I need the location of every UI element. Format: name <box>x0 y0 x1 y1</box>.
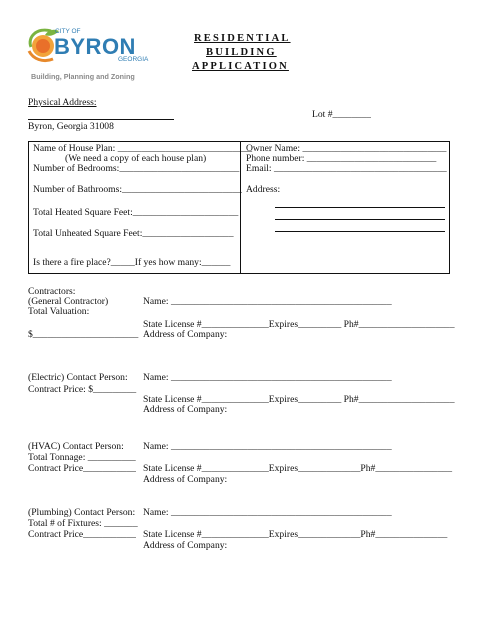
city-logo <box>25 25 160 85</box>
owner-address-line-1[interactable] <box>275 207 445 208</box>
city-state-zip: Byron, Georgia 31008 <box>28 121 114 132</box>
hvac-license-field[interactable]: State License #______________Expires_____________Ph#________________ <box>143 463 453 474</box>
email-field[interactable]: Email: ____________________________________ <box>246 163 447 174</box>
bathrooms-field[interactable]: Number of Bathrooms:_________________________ <box>33 184 242 195</box>
logo-byron: BYRON <box>54 34 136 59</box>
logo-georgia: GEORGIA <box>118 56 149 63</box>
hvac-contract-price-field[interactable]: Contract Price___________ <box>28 463 136 474</box>
electric-company-address: Address of Company: <box>143 404 228 415</box>
electric-contract-price-field[interactable]: Contract Price: $_________ <box>28 384 137 395</box>
title-line-1: RESIDENTIAL <box>194 33 291 44</box>
box-divider <box>240 141 241 274</box>
electric-contact-label: (Electric) Contact Person: <box>28 372 128 383</box>
plumbing-contact-label: (Plumbing) Contact Person: <box>28 507 136 518</box>
physical-address-label: Physical Address: <box>28 97 97 108</box>
logo-tagline: Building, Planning and Zoning <box>31 72 135 81</box>
title-line-3: APPLICATION <box>192 61 289 72</box>
electric-name-field[interactable]: Name: ______________________________________________ <box>143 372 392 383</box>
phone-field[interactable]: Phone number: ___________________________ <box>246 153 437 164</box>
owner-address-line-3[interactable] <box>275 231 445 232</box>
owner-address-label: Address: <box>246 184 281 195</box>
general-contractor-label: (General Contractor) <box>28 296 109 307</box>
fireplace-field[interactable]: Is there a fire place?_____If yes how many:______ <box>33 257 231 268</box>
title-line-2: BUILDING <box>206 47 277 58</box>
logo-city-of: CITY OF <box>55 28 81 35</box>
lot-field[interactable]: Lot #________ <box>312 109 371 120</box>
hvac-name-field[interactable]: Name: ______________________________________________ <box>143 441 392 452</box>
hvac-contact-label: (HVAC) Contact Person: <box>28 441 124 452</box>
hvac-tonnage-field[interactable]: Total Tonnage: __________ <box>28 452 136 463</box>
plumbing-company-address: Address of Company: <box>143 540 228 551</box>
owner-name-field[interactable]: Owner Name: ______________________________ <box>246 143 447 154</box>
address-line[interactable] <box>28 119 174 120</box>
unheated-sqft-field[interactable]: Total Unheated Square Feet:___________________ <box>33 228 234 239</box>
owner-address-line-2[interactable] <box>275 219 445 220</box>
electric-license-field[interactable]: State License #______________Expires_________ Ph#____________________ <box>143 394 455 405</box>
plumbing-license-field[interactable]: State License #______________Expires_____________Ph#_______________ <box>143 529 448 540</box>
general-company-address: Address of Company: <box>143 329 228 340</box>
valuation-amount-field[interactable]: $______________________ <box>28 329 139 340</box>
general-name-field[interactable]: Name: ______________________________________________ <box>143 296 392 307</box>
plumbing-name-field[interactable]: Name: ______________________________________________ <box>143 507 392 518</box>
house-plan-field[interactable]: Name of House Plan: ____________________________ <box>33 143 253 154</box>
contractors-heading: Contractors: <box>28 286 76 297</box>
plumbing-contract-price-field[interactable]: Contract Price___________ <box>28 529 136 540</box>
general-license-field[interactable]: State License #______________Expires_________ Ph#____________________ <box>143 319 455 330</box>
house-plan-copy-note: (We need a copy of each house plan) <box>65 153 207 164</box>
plumbing-fixtures-field[interactable]: Total # of Fixtures: _______ <box>28 518 138 529</box>
heated-sqft-field[interactable]: Total Heated Square Feet:______________________ <box>33 207 239 218</box>
hvac-company-address: Address of Company: <box>143 474 228 485</box>
bedrooms-field[interactable]: Number of Bedrooms:_________________________ <box>33 163 240 174</box>
total-valuation-label: Total Valuation: <box>28 306 90 317</box>
